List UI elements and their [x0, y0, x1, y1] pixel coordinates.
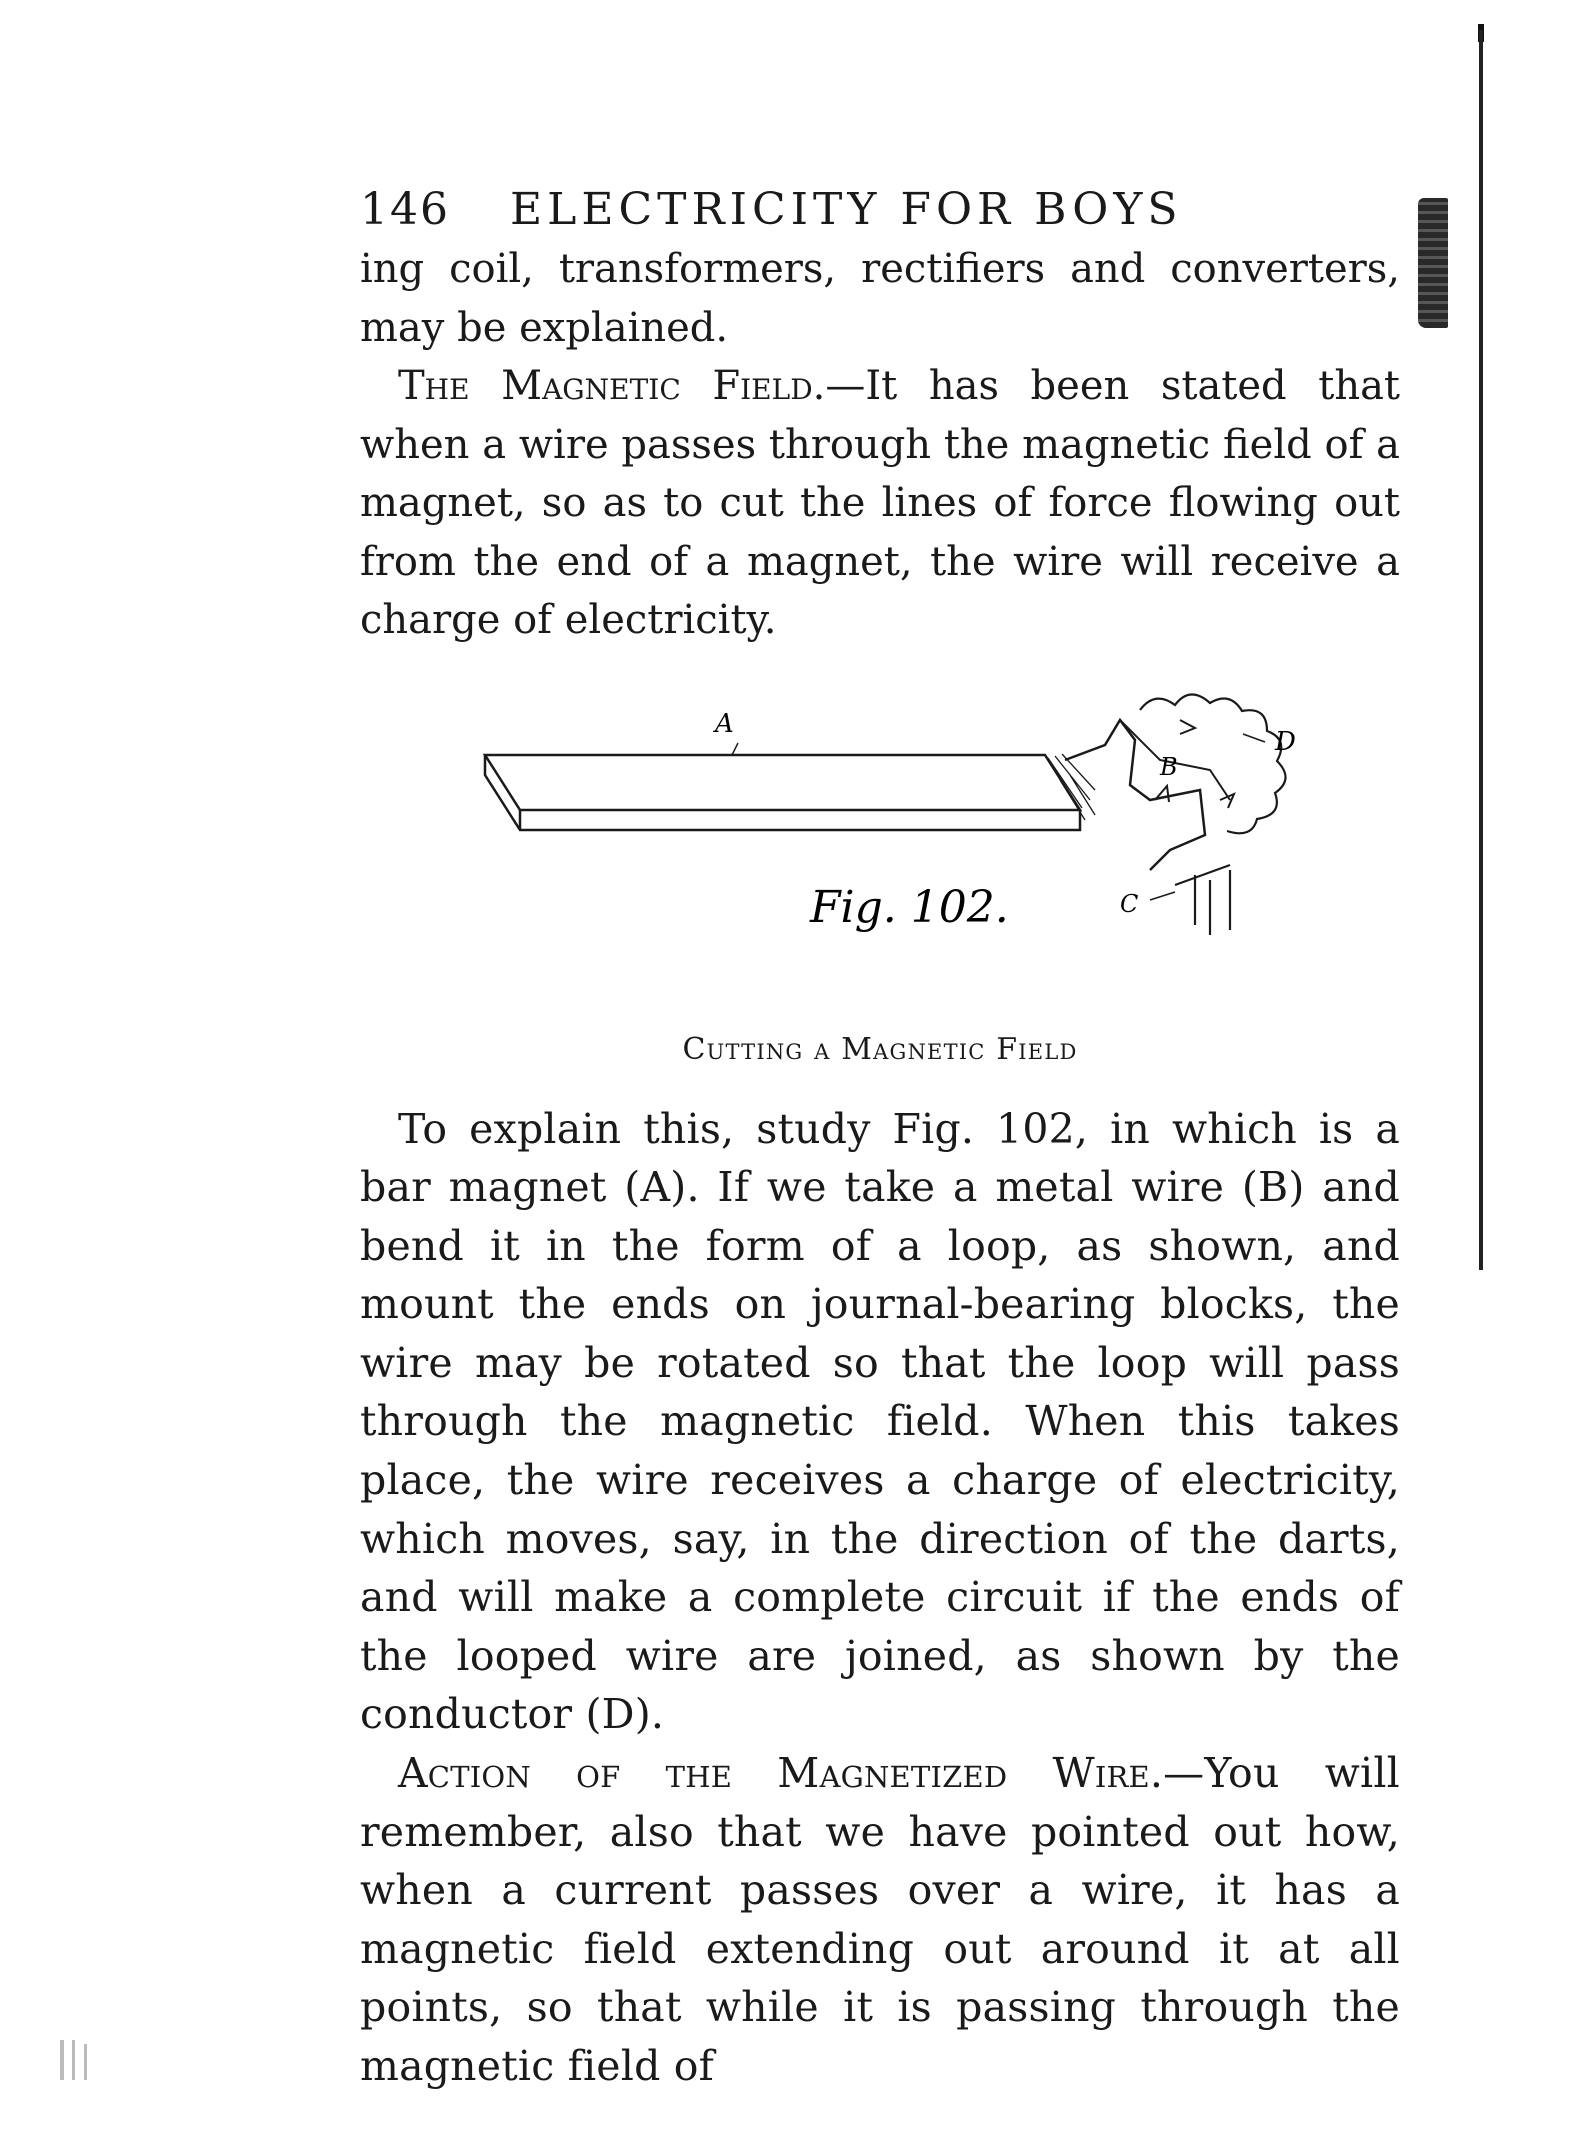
- section-heading-magnetized-wire: Action of the Magnetized Wire.: [398, 1749, 1164, 1798]
- journal-blocks: [1195, 870, 1230, 935]
- figure-letter-a: A: [715, 708, 734, 739]
- paragraph-magnetic-field: [360, 357, 1400, 650]
- figure-number-label: Fig. 102.: [810, 881, 1009, 933]
- page-content: [360, 180, 1400, 2096]
- scan-speck: [60, 2040, 64, 2080]
- figure-102-drawing: [360, 650, 1400, 1030]
- scan-speck: [72, 2040, 75, 2080]
- section-heading-magnetic-field: The Magnetic Field.: [398, 363, 826, 409]
- figure-caption: Cutting a Magnetic Field: [682, 1031, 1078, 1067]
- page-number: 146: [360, 184, 450, 235]
- paragraph-explanation: To explain this, study Fig. 102, in which is a bar magnet (A). If we take a metal wire (B) and bend it in the form of a loop, as shown, and mount the ends on journal-bearing blocks, the wire may be rotated so that the loop will pass through the magnetic field. When this takes place, the wire receives a charge of electricity, which moves, say, in the direction of the darts, and will make a complete circuit if the ends of the looped wire are joined, as shown by the conductor (D).: [360, 1104, 1400, 1739]
- figure-letter-b: B: [1160, 752, 1178, 781]
- figure-102: [360, 650, 1400, 1100]
- running-title: ELECTRICITY FOR BOYS: [510, 184, 1183, 235]
- paragraph-magnetic-field-body: —It has been stated that when a wire passes through the magnetic field of a magnet, so as to cut the lines of force flowing out from the end of a magnet, the wire will receive a charge of electricity.: [360, 363, 1401, 643]
- bar-magnet-side: [485, 755, 1080, 830]
- page-edge: [1479, 30, 1483, 1270]
- bar-magnet-top: [485, 755, 1080, 810]
- paragraph-magnetized-wire-body: —You will remember, also that we have pointed out how, when a current passes over a wire, it has a magnetic field extending out around it at all points, so that while it is passing through the magnetic field of: [360, 1749, 1400, 2090]
- figure-letter-c: C: [1120, 889, 1139, 918]
- scan-corner-mark: [1418, 198, 1448, 328]
- paragraph-magnetized-wire: [360, 1744, 1400, 2096]
- scan-speck: [84, 2044, 87, 2080]
- paragraph-continuation: ing coil, transformers, rectifiers and converters, may be explained.: [360, 246, 1400, 351]
- running-head: [360, 180, 1400, 240]
- figure-letter-d: D: [1275, 726, 1296, 757]
